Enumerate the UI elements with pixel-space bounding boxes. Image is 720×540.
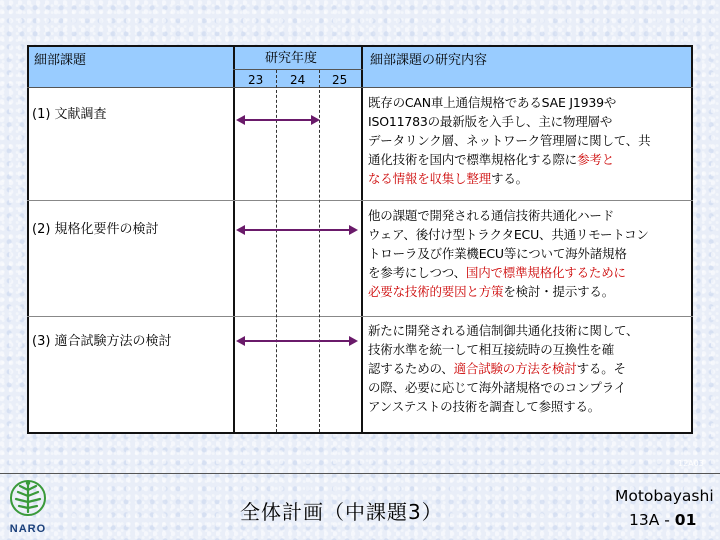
header-bottom-line — [27, 87, 693, 88]
row-title-2: (2) 規格化要件の検討 — [32, 222, 159, 237]
years-column — [233, 88, 363, 434]
slide-number-value: 01 — [674, 511, 697, 529]
row-content-3: 新たに開発される通信制御共通化技術に関して、 技術水準を統一して相互接続時の互換性を確 認するための、適合試験の方法を検討する。そ の際、必要に応じて海外諸規格でのコンプライ アンステストの技術を調査して参照する。 — [368, 323, 639, 414]
slide-code: 12A03 — [678, 459, 704, 468]
topic-column — [27, 88, 233, 434]
table-border-left — [27, 45, 29, 434]
svg-text:NARO: NARO — [9, 523, 47, 535]
header-topic: 細部課題 — [34, 53, 87, 68]
double-arrow-icon — [236, 225, 358, 235]
year-25: 25 — [332, 73, 348, 87]
footer-divider — [0, 473, 720, 474]
row-content-2: 他の課題で開発される通信技術共通化ハード ウェア、後付け型トラクタECU、共通リモートコン トローラ及び作業機ECU等について海外諸規格 を参考にしつつ、国内で標準規格化するために 必要な技術的要因と方策を検討・提示する。 — [368, 208, 649, 299]
table-border-top — [27, 45, 693, 47]
naro-logo-icon — [6, 478, 50, 536]
table-border-right — [691, 45, 693, 434]
row-title-3: (3) 適合試験方法の検討 — [32, 334, 172, 349]
slide-number — [629, 511, 696, 529]
year-subheader-line — [233, 69, 363, 70]
presenter-name: Motobayashi — [615, 487, 714, 505]
table-border-bottom — [27, 432, 693, 434]
double-arrow-icon — [236, 115, 320, 125]
naro-logo — [6, 478, 50, 536]
plan-table — [27, 45, 693, 434]
year-23: 23 — [248, 73, 264, 87]
row-divider-1 — [27, 200, 693, 201]
row-title-1: (1) 文献調査 — [32, 107, 107, 122]
row-divider-2 — [27, 316, 693, 317]
divider-topic-years — [233, 45, 235, 434]
row-content-1: 既存のCAN車上通信規格であるSAE J1939や ISO11783の最新版を入手し、主に物理層や データリンク層、ネットワーク管理層に関して、共 通化技術を国内で標準規格化する際に参考と なる情報を収集し整理する。 — [368, 95, 651, 186]
slide-number-prefix: 13A - — [629, 511, 675, 529]
header-years: 研究年度 — [265, 51, 318, 66]
header-content: 細部課題の研究内容 — [370, 53, 488, 68]
year-24: 24 — [290, 73, 306, 87]
slide-title: 全体計画（中課題3） — [240, 500, 443, 524]
double-arrow-icon — [236, 336, 358, 346]
table-header — [27, 45, 693, 88]
divider-years-content — [361, 45, 363, 434]
